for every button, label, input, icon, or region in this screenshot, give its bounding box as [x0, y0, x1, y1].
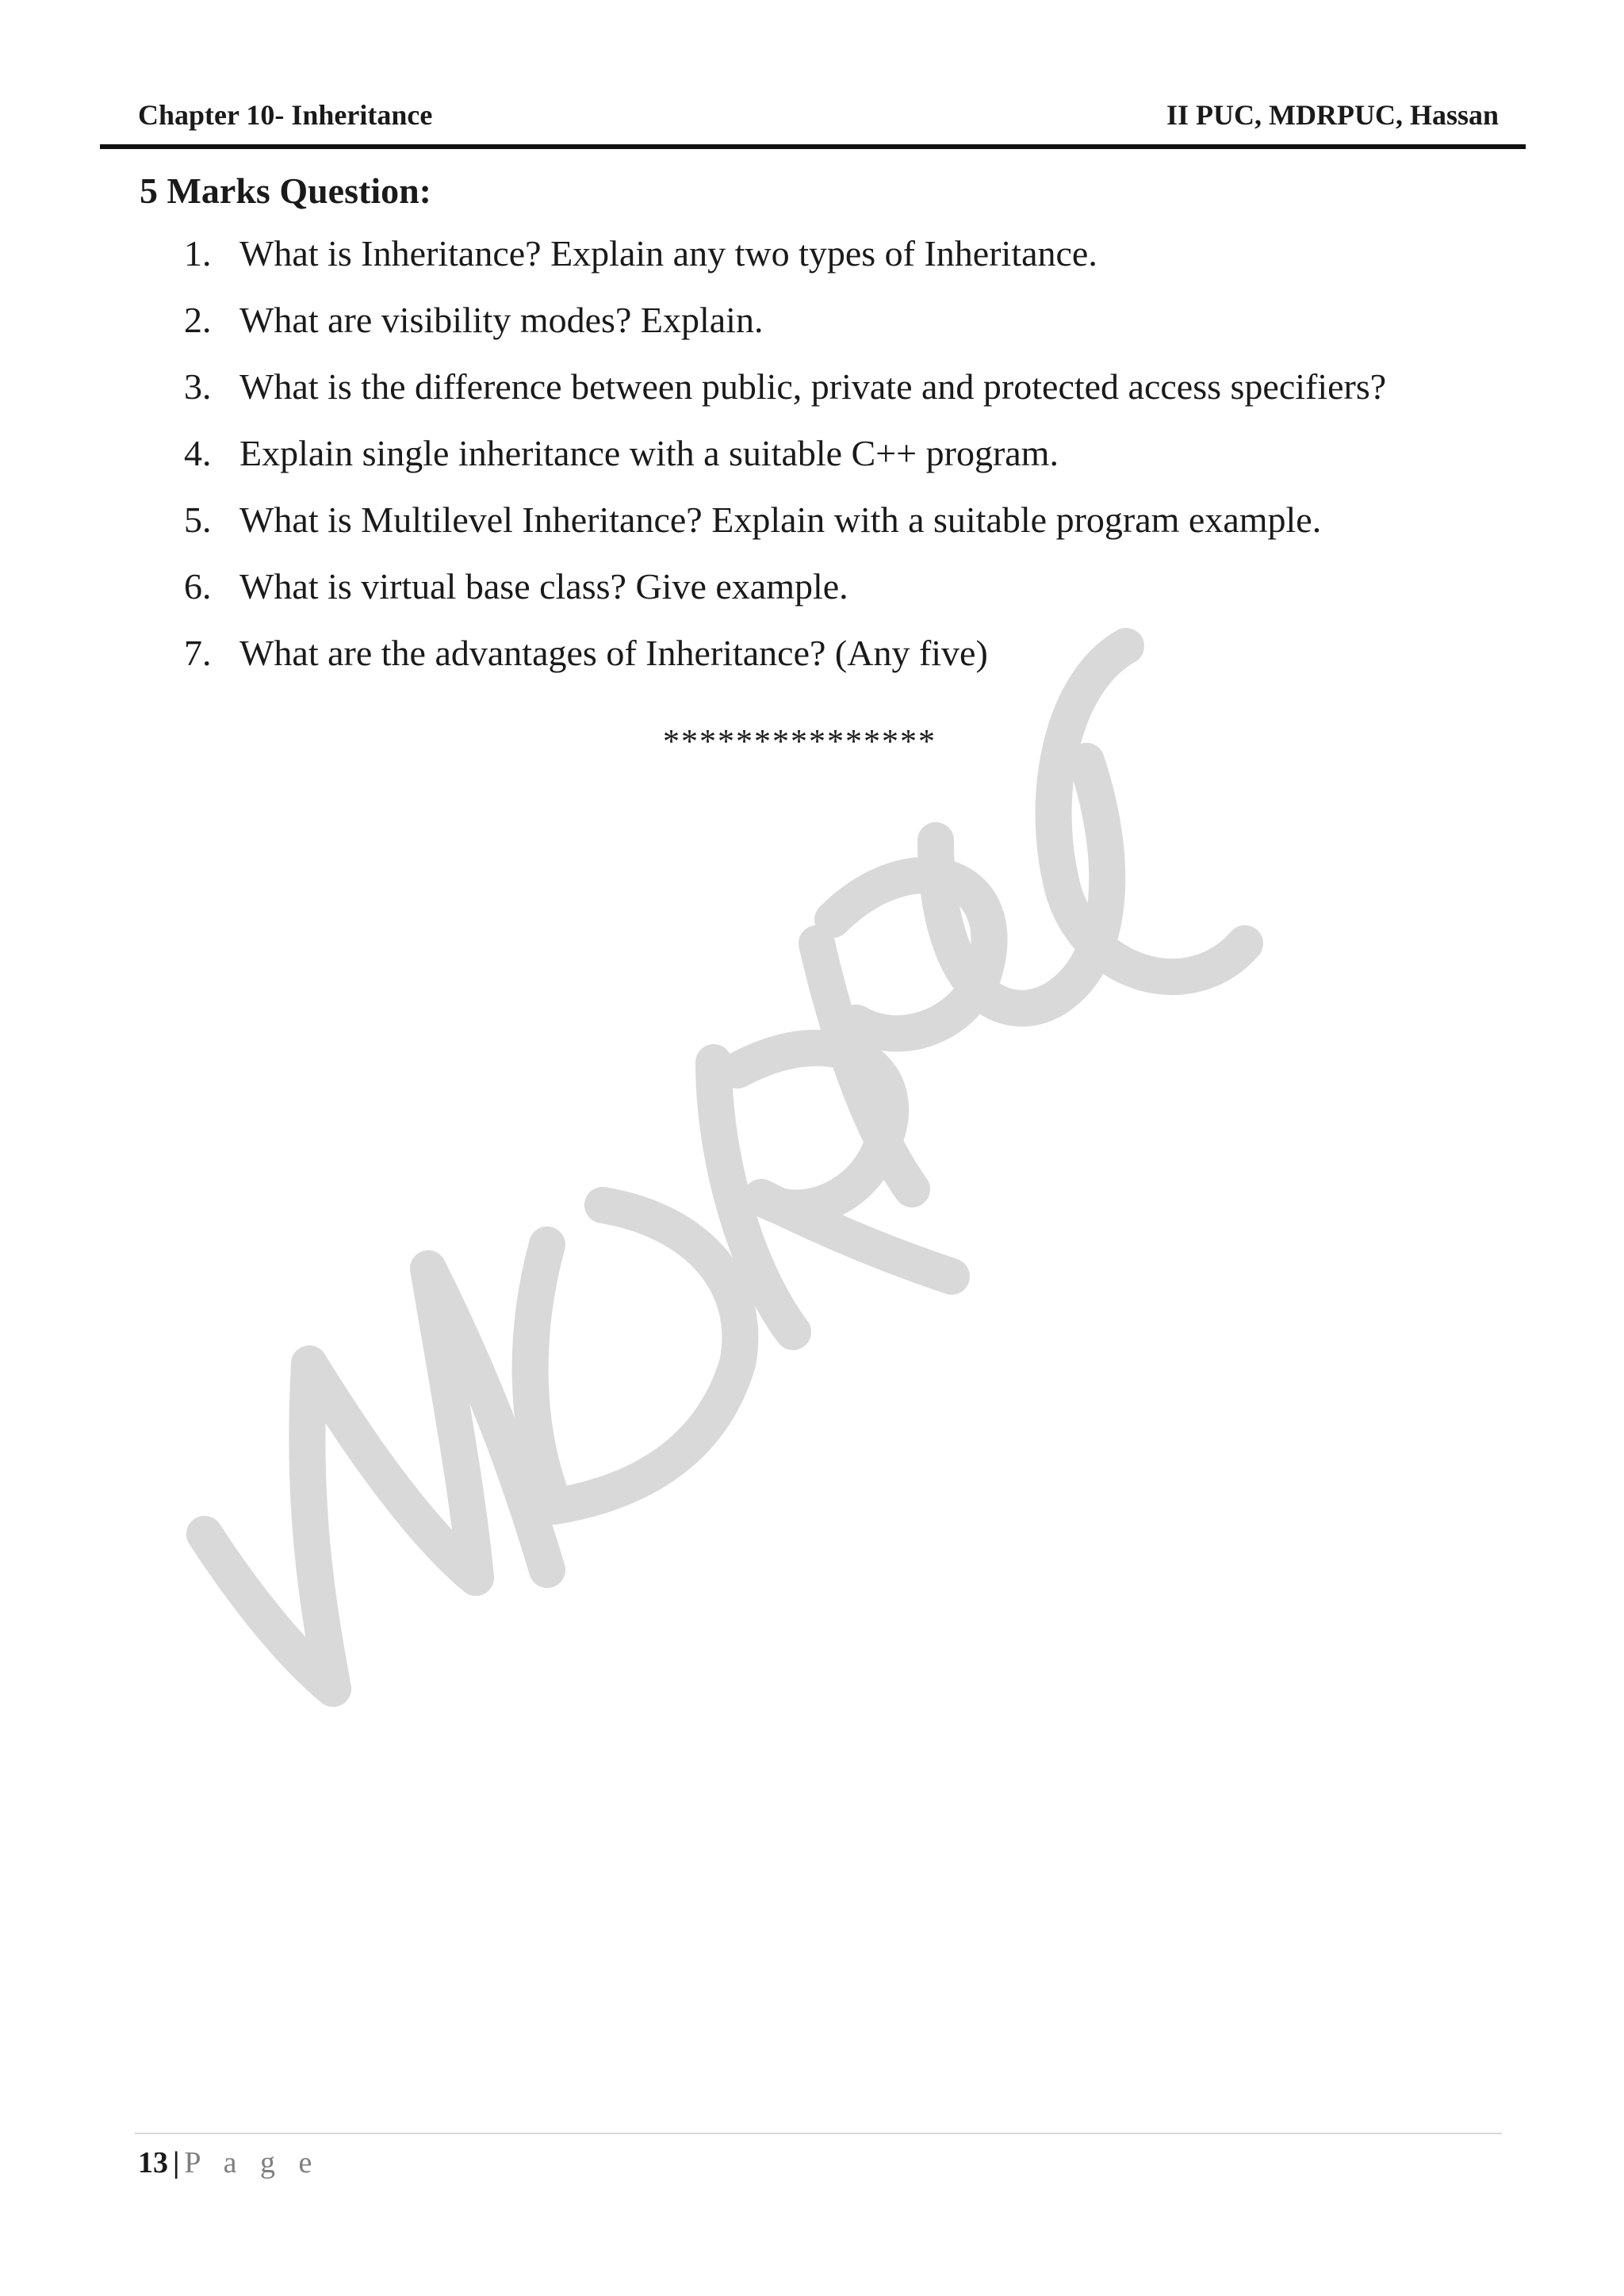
question-number: 5.	[184, 499, 212, 540]
question-item	[184, 363, 1386, 430]
question-item	[184, 496, 1386, 563]
section-heading: 5 Marks Question:	[140, 170, 431, 211]
question-number: 3.	[184, 366, 212, 407]
page-number: 13	[138, 2146, 168, 2179]
page-footer	[138, 2145, 320, 2180]
header-divider	[100, 144, 1526, 149]
institution-label: II PUC, MDRPUC, Hassan	[1166, 99, 1499, 131]
question-item	[184, 230, 1386, 297]
question-number: 2.	[184, 300, 212, 340]
question-text: What is Multilevel Inheritance? Explain with a suitable program example.	[239, 499, 1322, 540]
question-text: What is the difference between public, private and protected access specifiers?	[239, 366, 1387, 407]
question-item	[184, 629, 1386, 696]
page-label: P a g e	[184, 2146, 320, 2179]
question-text: What is virtual base class? Give example.	[239, 566, 848, 607]
question-text: What are visibility modes? Explain.	[239, 300, 764, 340]
question-item	[184, 297, 1386, 363]
footer-separator: |	[173, 2146, 180, 2179]
chapter-title: Chapter 10- Inheritance	[138, 99, 433, 131]
question-item	[184, 430, 1386, 496]
question-text: What is Inheritance? Explain any two types of Inheritance.	[239, 233, 1097, 274]
question-number: 1.	[184, 233, 212, 274]
end-separator: ***************	[663, 724, 936, 760]
question-text: What are the advantages of Inheritance? (Any five)	[239, 633, 988, 673]
footer-divider	[135, 2133, 1502, 2134]
question-number: 6.	[184, 566, 212, 607]
question-number: 7.	[184, 633, 212, 673]
question-number: 4.	[184, 433, 212, 473]
page-header	[138, 98, 1499, 136]
question-list	[184, 230, 1386, 696]
question-text: Explain single inheritance with a suitable C++ program.	[239, 433, 1059, 473]
question-item	[184, 563, 1386, 629]
